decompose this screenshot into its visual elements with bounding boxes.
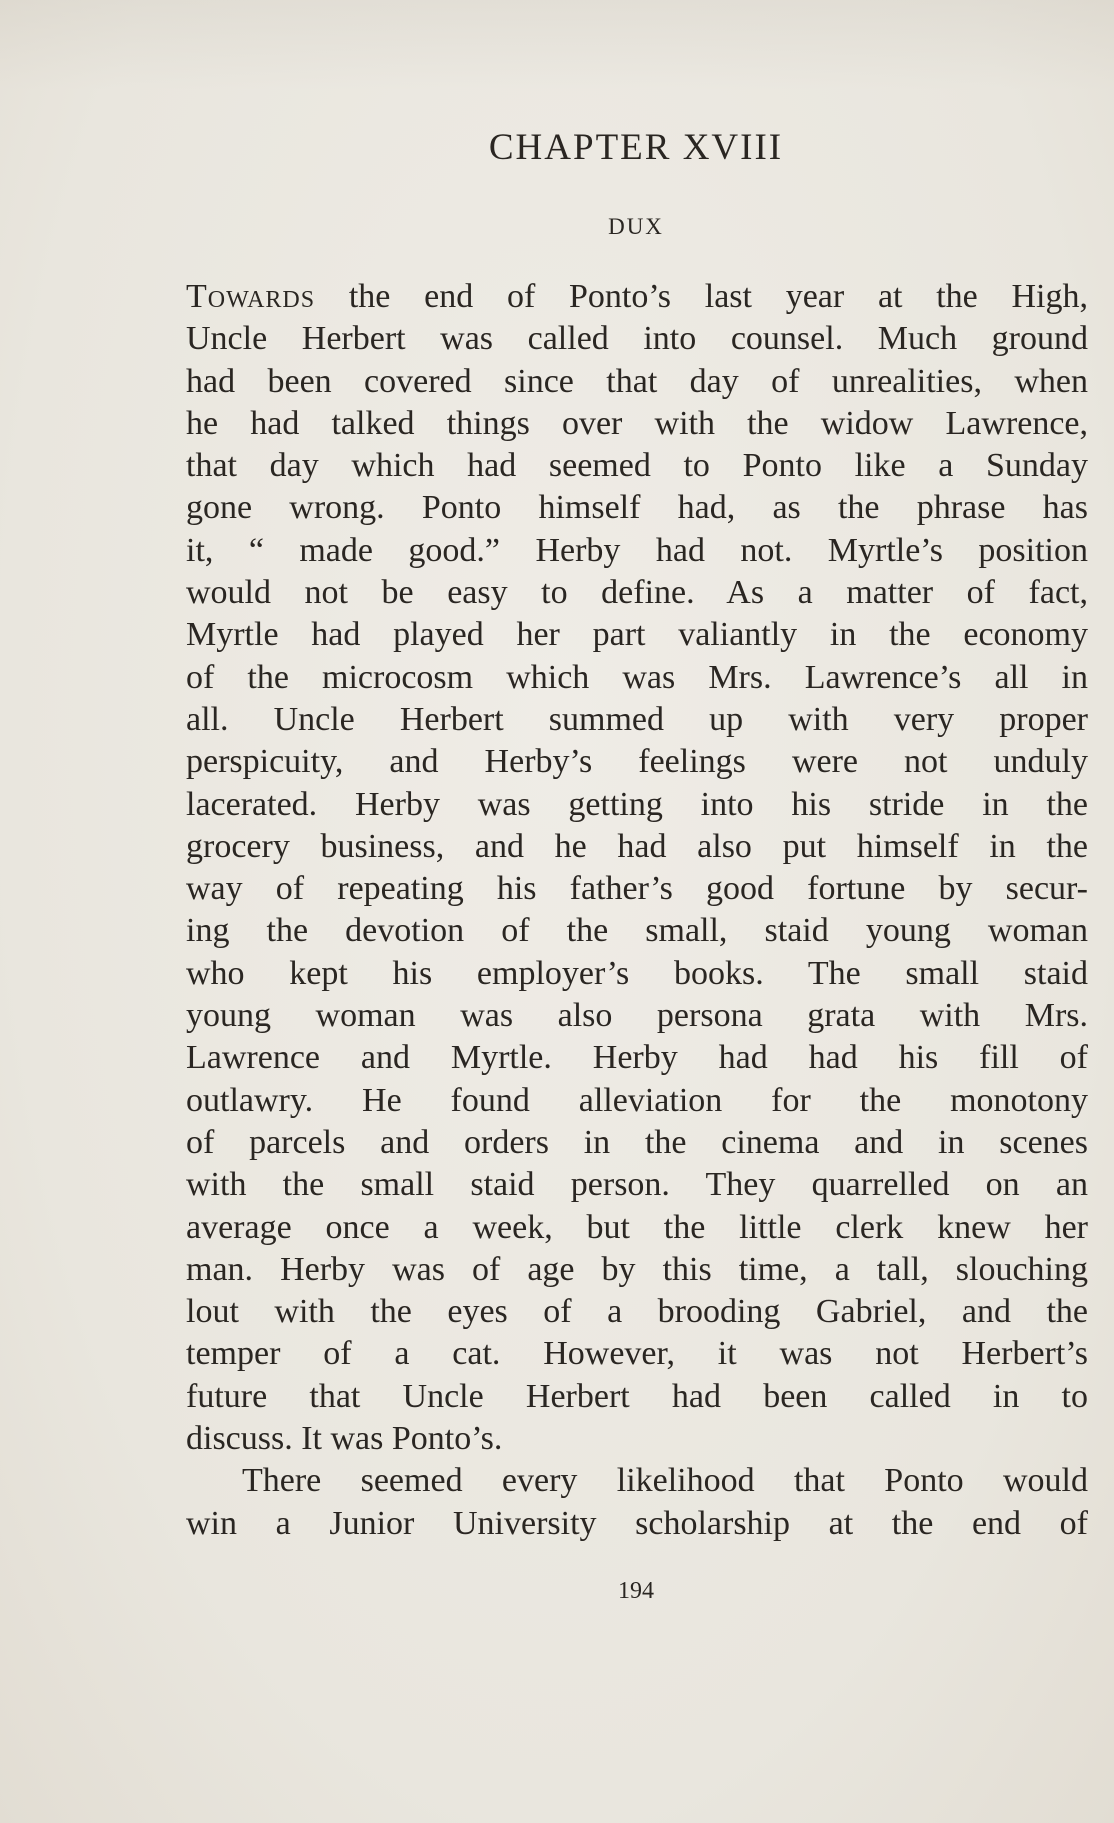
text-line: Lawrence and Myrtle. Herby had had his fill of [186,1039,1088,1077]
text-line: gone wrong. Ponto himself had, as the phrase has [186,489,1088,527]
text-line: young woman was also persona grata with Mrs. [186,997,1088,1035]
show-through-shadow [0,0,1114,90]
text-line: Uncle Herbert was called into counsel. Much ground [186,320,1088,358]
drop-word: Towards [186,278,316,315]
text-line: average once a week, but the little clerk knew her [186,1208,1088,1246]
text-line: outlawry. He found alleviation for the monotony [186,1081,1088,1119]
first-line-rest: the end of Ponto’s last year at the High, [315,278,1088,315]
text-line: lacerated. Herby was getting into his stride in the [186,785,1088,823]
chapter-title: CHAPTER XVIII [488,127,784,168]
text-line: man. Herby was of age by this time, a tall, slouching [186,1250,1088,1288]
text-line: discuss. It was Ponto’s. [186,1420,503,1458]
text-line: way of repeating his father’s good fortune by secur- [186,870,1088,908]
text-line: it, “ made good.” Herby had not. Myrtle’s position [186,531,1088,569]
text-line [186,276,1088,318]
text-line: perspicuity, and Herby’s feelings were not unduly [186,743,1088,781]
text-line: of the microcosm which was Mrs. Lawrence’s all in [186,658,1088,696]
body-text [186,276,1088,1545]
text-line: who kept his employer’s books. The small staid [186,954,1088,992]
text-line: Myrtle had played her part valiantly in the economy [186,616,1088,654]
text-line: win a Junior University scholarship at the end of [186,1504,1088,1542]
text-line: had been covered since that day of unrealities, when [186,362,1088,400]
text-line: would not be easy to define. As a matter of fact, [186,574,1088,612]
text-line: with the small staid person. They quarrelled on an [186,1166,1088,1204]
text-line: of parcels and orders in the cinema and in scenes [186,1123,1088,1161]
text-line: There seemed every likelihood that Ponto would [242,1462,1088,1500]
text-line: all. Uncle Herbert summed up with very proper [186,700,1088,738]
text-line: lout with the eyes of a brooding Gabriel, and the [186,1293,1088,1331]
text-line: he had talked things over with the widow Lawrence, [186,404,1088,442]
text-line: grocery business, and he had also put himself in the [186,827,1088,865]
chapter-subtitle: DUX [608,214,664,239]
text-line: that day which had seemed to Ponto like a Sunday [186,447,1088,485]
text-line: ing the devotion of the small, staid young woman [186,912,1088,950]
page-number: 194 [618,1578,654,1604]
text-line: temper of a cat. However, it was not Herbert’s [186,1335,1088,1373]
text-line: future that Uncle Herbert had been called in to [186,1377,1088,1415]
